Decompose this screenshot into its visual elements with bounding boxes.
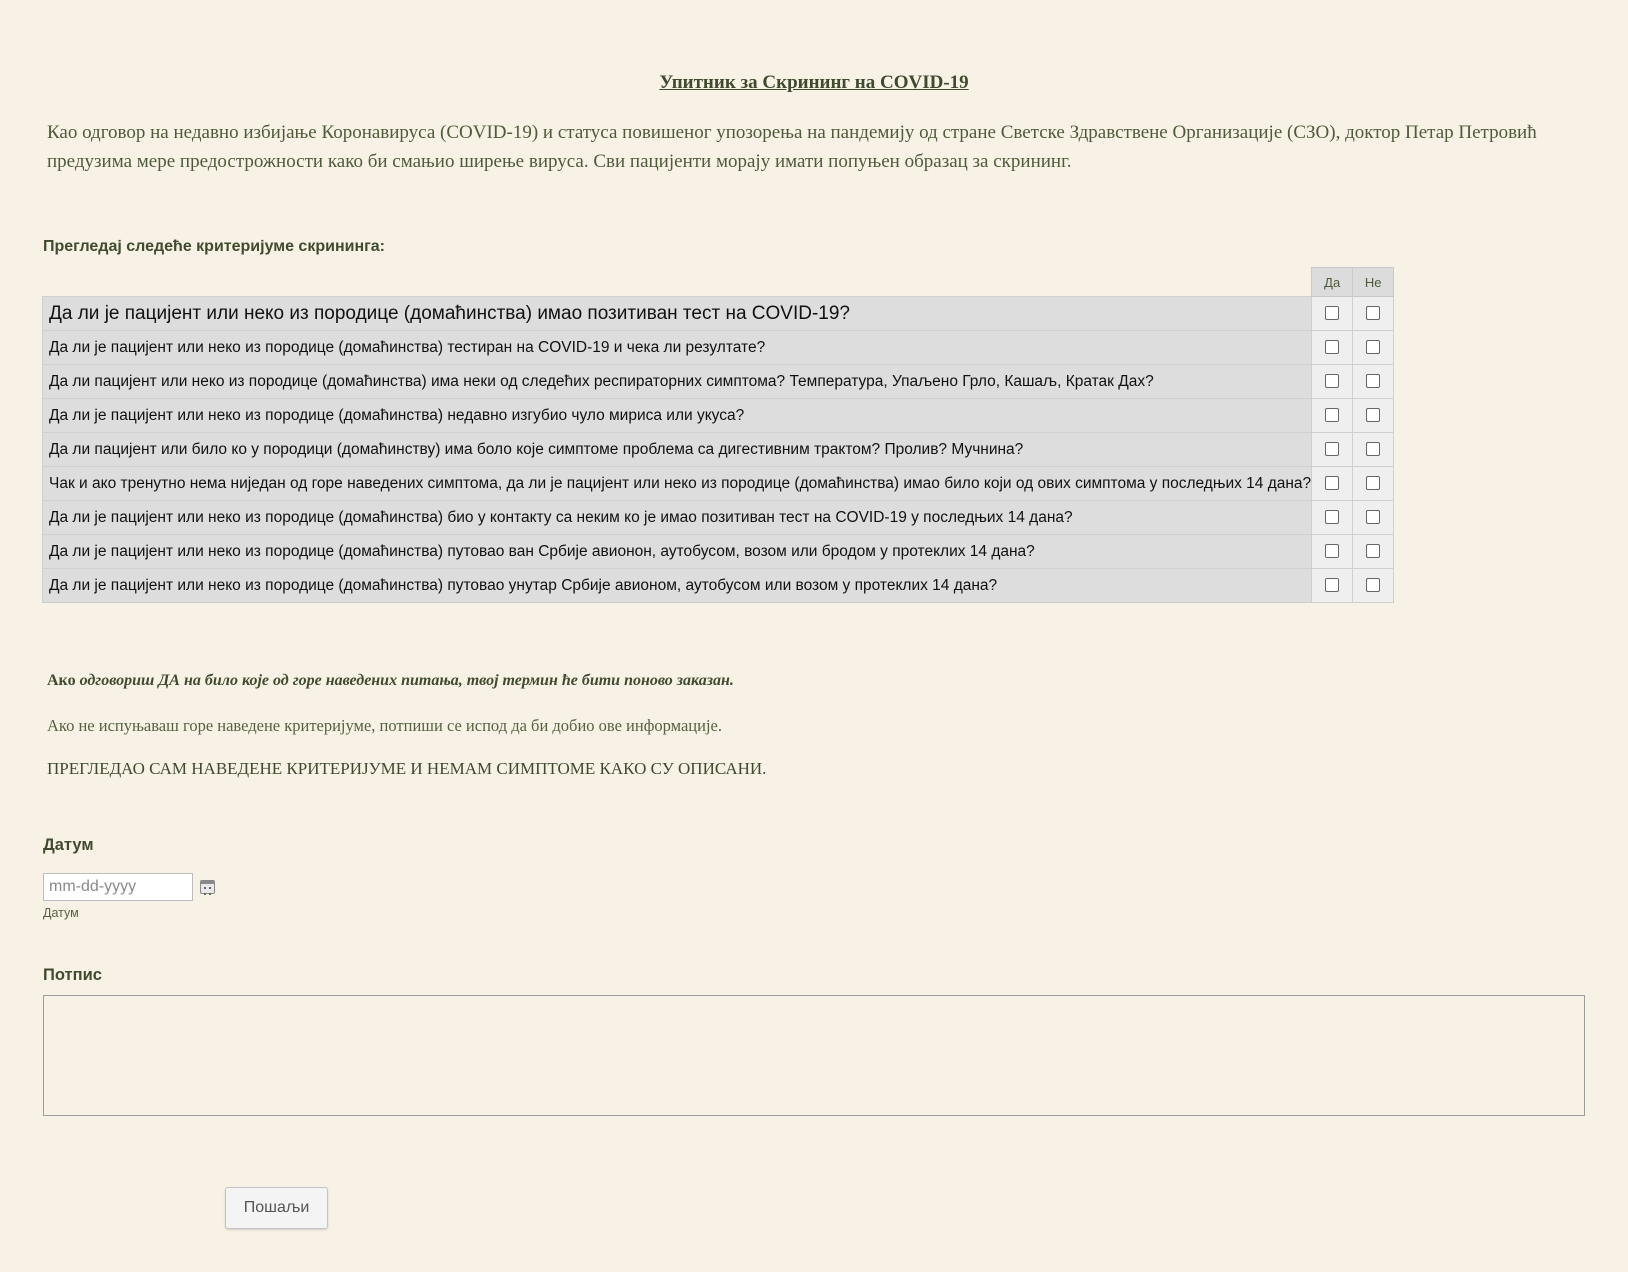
question-text: Да ли је пацијент или неко из породице (домаћинства) био у контакту са неким ко је имао позитиван тест на COVID-19 у последњих 14 дана? (43, 501, 1312, 535)
question-row (43, 535, 1394, 569)
checkbox-yes[interactable] (1325, 476, 1339, 490)
question-row (43, 297, 1394, 331)
checkbox-no[interactable] (1366, 408, 1380, 422)
answer-cell-no (1353, 365, 1394, 399)
date-sublabel: Датум (43, 906, 79, 920)
submit-button[interactable]: Пошаљи (225, 1187, 328, 1229)
question-text: Да ли је пацијент или неко из породице (домаћинства) имао позитиван тест на COVID-19? (43, 297, 1312, 331)
checkbox-yes[interactable] (1325, 340, 1339, 354)
checkbox-yes[interactable] (1325, 408, 1339, 422)
signature-pad[interactable] (43, 995, 1585, 1116)
intro-text: Као одговор на недавно избијање Коронавируса (COVID-19) и статуса повишеног упозорења на пандемију од стране Светске Здравствене Организације (СЗО), доктор Петар Петровић предузима мере предострожности како би смањио ширење вируса. Сви пацијенти морају имати попуњен образац за скрининг. (47, 122, 1537, 172)
answer-cell-yes (1312, 501, 1353, 535)
checkbox-yes[interactable] (1325, 578, 1339, 592)
reschedule-notice (47, 672, 734, 690)
notice-rest: одговориш ДА на било које од горе наведених питања, твој термин ће бити поново заказан. (79, 672, 734, 689)
question-text: Да ли је пацијент или неко из породице (домаћинства) недавно изгубио чуло мириса или укуса? (43, 399, 1312, 433)
reviewed-statement: ПРЕГЛЕДАО САМ НАВЕДЕНЕ КРИТЕРИЈУМЕ И НЕМАМ СИМПТОМЕ КАКО СУ ОПИСАНИ. (47, 759, 767, 778)
checkbox-no[interactable] (1366, 578, 1380, 592)
date-input[interactable] (43, 873, 193, 901)
checkbox-yes[interactable] (1325, 510, 1339, 524)
question-text: Да ли пацијент или било ко у породици (домаћинству) има боло које симптоме проблема са дигестивним трактом? Пролив? Мучнина? (43, 433, 1312, 467)
answer-cell-yes (1312, 399, 1353, 433)
checkbox-yes[interactable] (1325, 374, 1339, 388)
matrix-corner (43, 268, 1312, 297)
question-text: Чак и ако тренутно нема ниједан од горе наведених симптома, да ли је пацијент или неко из породице (домаћинства) имао било који од ових симптома у последњих 14 дана? (43, 467, 1312, 501)
answer-cell-no (1353, 569, 1394, 603)
answer-cell-no (1353, 433, 1394, 467)
question-row (43, 399, 1394, 433)
answer-cell-no (1353, 297, 1394, 331)
checkbox-no[interactable] (1366, 442, 1380, 456)
checkbox-no[interactable] (1366, 306, 1380, 320)
answer-cell-no (1353, 535, 1394, 569)
question-row (43, 331, 1394, 365)
column-yes: Да (1312, 268, 1353, 297)
checkbox-yes[interactable] (1325, 544, 1339, 558)
checkbox-no[interactable] (1366, 340, 1380, 354)
question-row (43, 501, 1394, 535)
answer-cell-no (1353, 501, 1394, 535)
question-row (43, 467, 1394, 501)
checkbox-yes[interactable] (1325, 442, 1339, 456)
checkbox-no[interactable] (1366, 476, 1380, 490)
question-row (43, 433, 1394, 467)
calendar-icon[interactable] (200, 880, 215, 894)
answer-cell-yes (1312, 365, 1353, 399)
question-text: Да ли је пацијент или неко из породице (домаћинства) тестиран на COVID-19 и чека ли резултате? (43, 331, 1312, 365)
column-no: Не (1353, 268, 1394, 297)
checkbox-no[interactable] (1366, 544, 1380, 558)
question-text: Да ли пацијент или неко из породице (домаћинства) има неки од следећих респираторних симптома? Температура, Упаљено Грло, Кашаљ, Кратак Дах? (43, 365, 1312, 399)
notice-lead: Ако (47, 672, 76, 689)
form-title: Упитник за Скрининг на COVID-19 (659, 72, 969, 93)
screening-matrix (42, 267, 1394, 603)
date-label: Датум (43, 836, 94, 854)
question-row (43, 569, 1394, 603)
question-row (43, 365, 1394, 399)
answer-cell-yes (1312, 297, 1353, 331)
question-text: Да ли је пацијент или неко из породице (домаћинства) путовао унутар Србије авионом, аутобусом или возом у протеклих 14 дана? (43, 569, 1312, 603)
checkbox-yes[interactable] (1325, 306, 1339, 320)
answer-cell-yes (1312, 569, 1353, 603)
answer-cell-no (1353, 399, 1394, 433)
question-text: Да ли је пацијент или неко из породице (домаћинства) путовао ван Србије авионон, аутобусом, возом или бродом у протеклих 14 дана? (43, 535, 1312, 569)
answer-cell-yes (1312, 331, 1353, 365)
info-text: Ако не испуњаваш горе наведене критеријуме, потпиши се испод да би добио ове информације. (47, 716, 722, 735)
checkbox-no[interactable] (1366, 510, 1380, 524)
checkbox-no[interactable] (1366, 374, 1380, 388)
answer-cell-yes (1312, 535, 1353, 569)
answer-cell-no (1353, 331, 1394, 365)
answer-cell-no (1353, 467, 1394, 501)
answer-cell-yes (1312, 433, 1353, 467)
signature-label: Потпис (43, 966, 102, 984)
criteria-label: Прегледај следеће критеријуме скрининга: (43, 238, 385, 255)
answer-cell-yes (1312, 467, 1353, 501)
